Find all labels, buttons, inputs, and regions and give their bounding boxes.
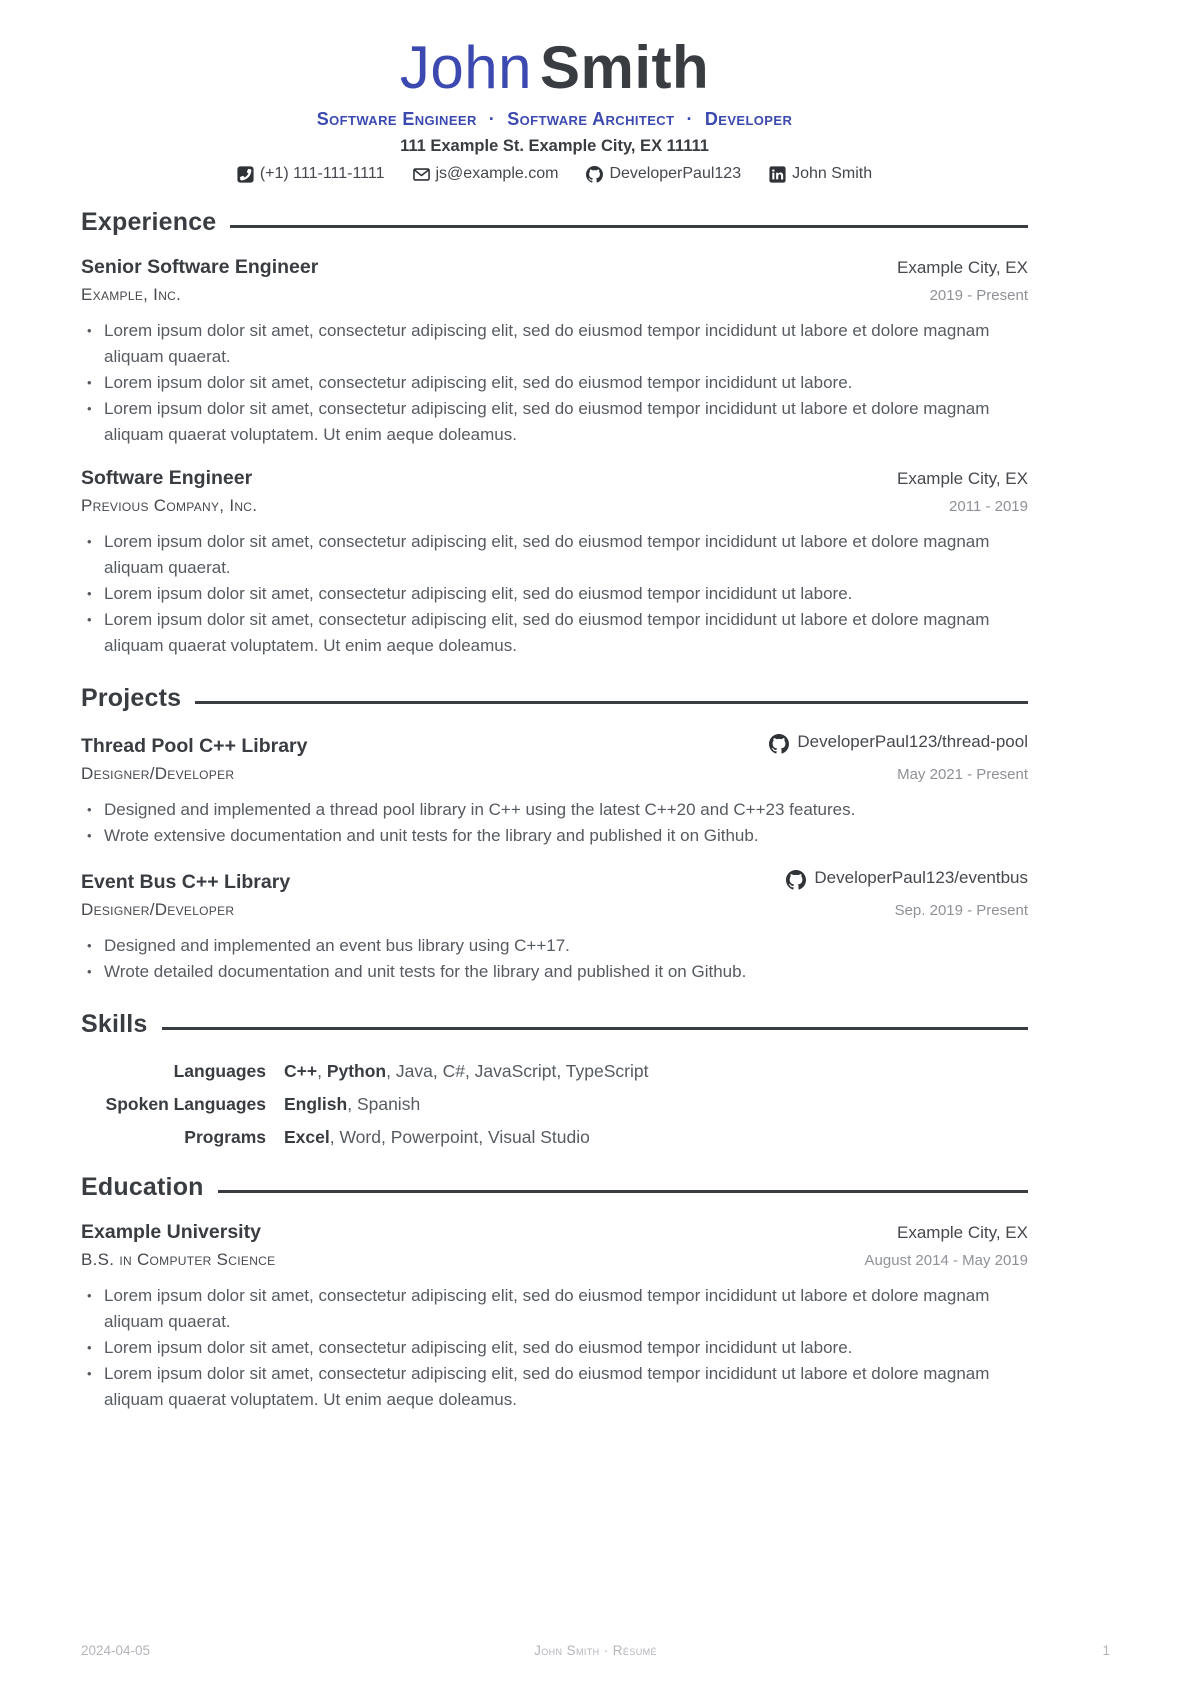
tagline-item: Developer [704,109,793,129]
skill-row [81,1061,1028,1082]
bullet-item: • Lorem ipsum dolor sit amet, consectetur adipiscing elit, sed do eiusmod tempor incididunt ut labore et dolore magnam aliquam quaerat voluptatem. Ut enim aeque doleamus. [87,1361,1028,1413]
bullet-item: • Lorem ipsum dolor sit amet, consectetur adipiscing elit, sed do eiusmod tempor incididunt ut labore et dolore magnam aliquam quaerat voluptatem. Ut enim aeque doleamus. [87,607,1028,659]
entry-right-text: DeveloperPaul123/thread-pool [797,732,1028,751]
section-experience [81,208,1028,659]
resume-entry [81,732,1028,849]
section-title: Education [81,1173,204,1201]
skill-item: Java [395,1061,433,1081]
bullet-item: • Lorem ipsum dolor sit amet, consectetur adipiscing elit, sed do eiusmod tempor incididunt ut labore et dolore magnam aliquam quaerat. [87,529,1028,581]
bullet-item: • Lorem ipsum dolor sit amet, consectetur adipiscing elit, sed do eiusmod tempor incididunt ut labore. [87,581,1028,607]
first-name: John [399,34,532,101]
bullet-item: • Lorem ipsum dolor sit amet, consectetur adipiscing elit, sed do eiusmod tempor incididunt ut labore. [87,1335,1028,1361]
skill-item: Excel [284,1127,330,1147]
contact-label: John Smith [792,165,873,182]
entry-title-row [81,467,1028,490]
entry-dates: May 2021 - Present [897,766,1028,783]
contact-github[interactable] [586,165,741,183]
entry-dates: 2011 - 2019 [949,498,1028,515]
entry-right-text: Example City, EX [896,258,1028,277]
entry-subtitle: Designer/Developer [81,900,235,919]
entry-right-text: Example City, EX [896,469,1028,488]
bullet-item: • Lorem ipsum dolor sit amet, consectetur adipiscing elit, sed do eiusmod tempor incididunt ut labore et dolore magnam aliquam quaerat. [87,1283,1028,1335]
name-heading [81,36,1028,99]
resume-entry [81,256,1028,448]
entry-subtitle: B.S. in Computer Science [81,1250,276,1269]
last-name: Smith [539,34,710,101]
skill-item: Spanish [356,1094,421,1114]
tagline-item: Software Engineer [316,109,477,129]
entry-title: Example University [81,1221,261,1243]
skill-values: C++, Python, Java, C#, JavaScript, TypeScript [284,1061,649,1081]
footer-page-number: 1 [1102,1643,1110,1658]
skill-item: Visual Studio [488,1127,590,1147]
entry-dates: 2019 - Present [929,287,1028,304]
skill-item: English [284,1094,348,1114]
entry-title-row [81,868,1028,894]
contact-label: js@example.com [435,165,559,182]
entry-bullets [81,318,1028,448]
resume-body [81,208,1028,1413]
skill-item: TypeScript [565,1061,649,1081]
entry-bullets [81,797,1028,849]
tagline-item: Software Architect [507,109,675,129]
resume-entry [81,868,1028,985]
bullet-item: • Lorem ipsum dolor sit amet, consectetur adipiscing elit, sed do eiusmod tempor incididunt ut labore et dolore magnam aliquam quaerat. [87,318,1028,370]
tagline-separator: · [686,109,693,129]
resume-entry [81,467,1028,659]
linkedin-icon [769,166,786,183]
bullet-item: • Wrote detailed documentation and unit tests for the library and published it on Github. [87,959,1028,985]
entry-subtitle-row [81,900,1028,920]
entry-subtitle-row [81,285,1028,305]
section-rule [195,701,1028,704]
entry-bullets [81,933,1028,985]
entry-dates: Sep. 2019 - Present [894,902,1028,919]
skill-values: Excel, Word, Powerpoint, Visual Studio [284,1127,590,1147]
resume-header [81,36,1028,183]
entry-subtitle-row [81,496,1028,516]
skill-item: Word [339,1127,381,1147]
bullet-item: • Designed and implemented an event bus library using C++17. [87,933,1028,959]
bullet-item: • Wrote extensive documentation and unit tests for the library and published it on Github. [87,823,1028,849]
github-icon [769,734,789,754]
entry-location [897,1223,1028,1243]
skill-category-label: Programs [184,1127,266,1147]
entry-dates: August 2014 - May 2019 [864,1252,1028,1269]
entry-subtitle: Designer/Developer [81,764,235,783]
contact-row [81,165,1028,183]
envelope-icon [413,166,430,183]
section-skills [81,1010,1028,1148]
page-footer [81,1643,1110,1658]
section-rule [230,225,1028,228]
section-header [81,684,1028,713]
github-icon [786,870,806,890]
skill-row [81,1094,1028,1115]
github-icon [586,166,603,183]
entry-title-row [81,1221,1028,1244]
entry-location [897,469,1028,489]
contact-label: (+1) 111-111-1111 [259,165,385,182]
section-title: Experience [81,208,217,236]
entry-bullets [81,529,1028,659]
section-projects [81,684,1028,985]
address-line: 111 Example St. Example City, EX 11111 [400,137,709,155]
skill-item: Powerpoint [390,1127,479,1147]
entry-bullets [81,1283,1028,1413]
entry-github-link[interactable] [769,732,1028,752]
entry-title: Event Bus C++ Library [81,871,291,893]
contact-linkedin[interactable] [769,165,872,183]
bullet-item: • Lorem ipsum dolor sit amet, consectetur adipiscing elit, sed do eiusmod tempor incididunt ut labore. [87,370,1028,396]
section-header [81,1173,1028,1202]
entry-right-text: Example City, EX [896,1223,1028,1242]
skill-item: Python [326,1061,387,1081]
section-header [81,208,1028,237]
entry-github-link[interactable] [786,868,1028,888]
skills-table [81,1061,1028,1148]
contact-label: DeveloperPaul123 [609,165,742,182]
tagline-separator: · [488,109,496,129]
section-education [81,1173,1028,1413]
skill-item: C++ [284,1061,318,1081]
entry-subtitle: Example, Inc. [81,285,182,304]
skill-category-label: Languages [173,1061,266,1081]
section-header [81,1010,1028,1039]
entry-title-row [81,256,1028,279]
skill-row [81,1127,1028,1148]
entry-title-row [81,732,1028,758]
section-title: Skills [81,1010,148,1038]
entry-title: Senior Software Engineer [81,256,319,278]
entry-right-text: DeveloperPaul123/eventbus [814,868,1028,887]
tagline [81,109,1028,130]
footer-date: 2024-04-05 [81,1643,151,1658]
entry-title: Thread Pool C++ Library [81,735,308,757]
entry-subtitle-row [81,764,1028,784]
phone-icon [237,166,254,183]
section-rule [218,1190,1028,1193]
footer-title: John Smith · Résumé [534,1643,657,1658]
skill-item: JavaScript [474,1061,557,1081]
entry-subtitle-row [81,1250,1028,1270]
bullet-item: • Designed and implemented a thread pool library in C++ using the latest C++20 and C++23 features. [87,797,1028,823]
entry-location [897,258,1028,278]
bullet-item: • Lorem ipsum dolor sit amet, consectetur adipiscing elit, sed do eiusmod tempor incididunt ut labore et dolore magnam aliquam quaerat voluptatem. Ut enim aeque doleamus. [87,396,1028,448]
resume-entry [81,1221,1028,1413]
entry-title: Software Engineer [81,467,253,489]
section-rule [162,1027,1028,1030]
skill-item: C# [442,1061,465,1081]
entry-subtitle: Previous Company, Inc. [81,496,258,515]
skill-values: English, Spanish [284,1094,421,1114]
section-title: Projects [81,684,182,712]
contact-phone[interactable] [237,165,385,183]
contact-email[interactable] [413,165,559,183]
skill-category-label: Spoken Languages [105,1094,266,1114]
